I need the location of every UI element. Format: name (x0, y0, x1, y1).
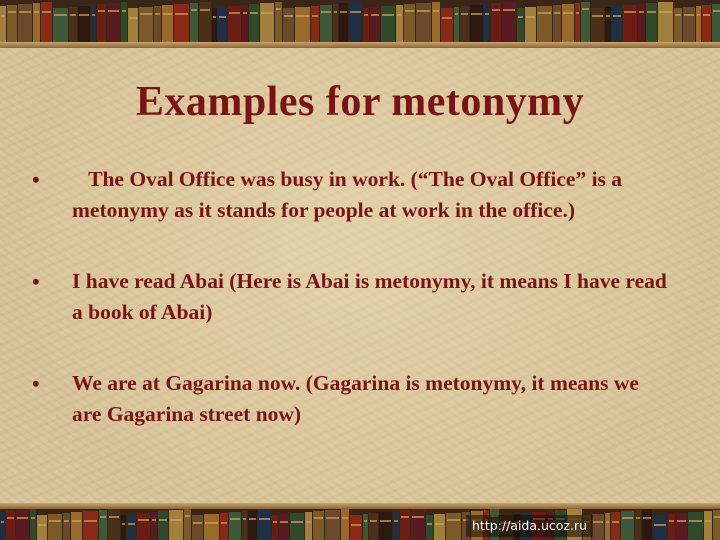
book-spine (369, 513, 378, 540)
book-spine (313, 511, 324, 540)
book-spine-band (185, 515, 190, 517)
slide-title: Examples for metonymy (135, 79, 585, 125)
book-spine-band (38, 524, 46, 526)
book-spine-band (705, 520, 711, 522)
book-spine-band (401, 516, 409, 518)
book-spine (295, 7, 310, 42)
book-spine-band (54, 14, 67, 16)
book-spine (127, 514, 136, 540)
book-spine-band (654, 524, 666, 526)
book-spine (591, 8, 604, 42)
book-spine (249, 4, 259, 42)
book-spine-band (397, 14, 402, 16)
book-spine (454, 7, 459, 42)
book-spine (108, 509, 120, 540)
book-spine-band (128, 523, 135, 525)
book-spine (174, 4, 189, 42)
book-spine (575, 3, 580, 42)
book-spine-band (538, 12, 551, 14)
bullet-text: We are at Gagarina now. (Gagarina is metonymy, it means we are Gagarina street now) (72, 371, 645, 426)
book-spine-band (122, 10, 126, 12)
book-spine-band (326, 517, 339, 519)
book-spine-band (306, 521, 311, 523)
book-spine (325, 510, 340, 540)
book-spine-band (200, 9, 210, 11)
book-spine-band (312, 15, 318, 17)
book-spine (621, 511, 634, 540)
book-spine (272, 515, 278, 540)
book-spine (658, 2, 673, 42)
book-spine (37, 515, 47, 540)
book-spine (290, 513, 304, 540)
book-spine (688, 512, 703, 540)
book-spine (218, 7, 227, 42)
book-spine-band (461, 13, 468, 15)
book-spine-band (433, 10, 439, 12)
book-spine-band (703, 14, 710, 16)
book-spine-band (351, 524, 361, 526)
book-spine (121, 2, 127, 42)
book-spine (553, 5, 561, 42)
book-spine-band (92, 14, 95, 16)
book-spine (48, 514, 62, 540)
bullet-item-gagarina (32, 368, 672, 430)
book-spine-band (280, 521, 288, 523)
book-spine (638, 4, 645, 42)
book-spine (517, 8, 524, 42)
bookshelf-border-bottom (0, 503, 720, 540)
book-spine-band (394, 520, 398, 522)
book-spine-band (276, 8, 281, 10)
book-spine-band (689, 520, 702, 522)
book-spine (260, 3, 274, 42)
book-spine (16, 510, 29, 540)
book-spine-band (371, 14, 379, 16)
book-spine-band (380, 520, 391, 522)
book-spine-band (518, 16, 523, 18)
book-spine (0, 6, 6, 42)
book-spine (311, 6, 319, 42)
bullet-item-oval-office (32, 164, 672, 226)
book-spine-band (7, 517, 14, 519)
book-spine (363, 514, 368, 540)
bullet-list (32, 164, 672, 430)
book-spine (484, 4, 490, 42)
book-spine (411, 509, 425, 540)
book-spine-band (593, 521, 603, 523)
book-spine-band (321, 11, 331, 13)
book-spine-band (713, 10, 720, 12)
bookshelf-border-top (0, 0, 720, 48)
book-spine-band (129, 17, 137, 19)
book-spine-band (140, 13, 152, 15)
book-spine-band (526, 16, 535, 18)
book-spine-band (72, 520, 81, 522)
book-spine-band (8, 11, 16, 13)
book-spine-band (334, 11, 337, 13)
book-spine-band (175, 13, 188, 15)
book-spine (199, 2, 211, 42)
book-spine (184, 509, 191, 540)
book-spine (83, 511, 98, 540)
book-spine (151, 512, 157, 540)
book-spine (537, 6, 552, 42)
book-spine-band (261, 12, 273, 14)
book-spine-band (159, 519, 167, 521)
book-spine-band (1, 15, 5, 17)
book-spine-band (647, 11, 656, 13)
book-spine-band (284, 15, 293, 17)
book-spine-band (340, 11, 347, 13)
book-spine-band (314, 517, 323, 519)
book-spine (396, 5, 403, 42)
book-spine (605, 7, 611, 42)
bookshelf-top-image (0, 0, 720, 48)
book-spine (192, 515, 203, 540)
book-spine (63, 513, 70, 540)
book-spine (668, 514, 675, 540)
book-spine (592, 514, 604, 540)
book-spine-band (447, 519, 460, 521)
book-spine (363, 8, 369, 42)
book-spine-band (191, 9, 197, 11)
book-spine-band (205, 522, 218, 524)
bullet-marker: • (32, 371, 40, 396)
shelf-edge-top (0, 42, 720, 48)
book-spine (713, 510, 720, 540)
book-spine-band (697, 14, 700, 16)
shelf-edge-bottom (0, 503, 720, 509)
book-spine (242, 5, 248, 42)
book-spine-band (412, 516, 424, 518)
book-spine (441, 8, 453, 42)
book-spine (71, 512, 82, 540)
bullet-marker: • (32, 269, 40, 294)
book-spine (612, 6, 622, 42)
book-spine-band (122, 523, 125, 525)
bullet-marker: • (32, 167, 40, 192)
book-spine-band (109, 516, 119, 518)
book-spine (404, 4, 415, 42)
book-spine (470, 5, 483, 42)
book-spine-band (100, 516, 106, 518)
book-spine (333, 4, 338, 42)
book-spine (121, 515, 126, 540)
book-spine (704, 511, 712, 540)
book-spine (212, 8, 217, 42)
book-spine-band (471, 13, 482, 15)
book-spine-band (229, 12, 240, 14)
book-spine-band (84, 520, 97, 522)
book-spine-band (442, 17, 452, 19)
book-spine (370, 7, 380, 42)
book-spine (220, 513, 228, 540)
book-spine (611, 512, 620, 540)
book-spine-band (152, 519, 156, 521)
book-spine (426, 515, 433, 540)
book-spine-band (98, 10, 105, 12)
book-spine-band (435, 523, 444, 525)
book-spine (283, 8, 294, 42)
book-spine (33, 3, 40, 42)
book-spine-band (70, 14, 76, 16)
book-spine (653, 515, 667, 540)
book-spine-band (576, 12, 579, 14)
book-spine-band (273, 521, 277, 523)
book-spine-band (342, 517, 348, 519)
book-spine-band (606, 521, 609, 523)
book-spine-band (1, 521, 4, 523)
book-spine-band (492, 9, 500, 11)
book-spine (258, 509, 271, 540)
book-spine (18, 4, 32, 42)
book-spine-band (669, 520, 674, 522)
book-spine (242, 511, 247, 540)
book-spine-band (243, 12, 247, 14)
book-spine-band (563, 12, 573, 14)
book-spine-band (639, 11, 644, 13)
book-spine-band (405, 10, 414, 12)
book-spine-band (34, 11, 39, 13)
book-spine (99, 510, 107, 540)
book-spine-band (170, 519, 182, 521)
book-spine (432, 2, 440, 42)
book-spine-band (250, 12, 258, 14)
book-spine-band (19, 11, 31, 13)
book-spine (7, 5, 17, 42)
book-spine-band (636, 517, 640, 519)
book-spine-band (659, 11, 672, 13)
book-spine (162, 5, 173, 42)
book-spine-band (582, 8, 589, 10)
book-spine (434, 514, 445, 540)
book-spine (696, 6, 701, 42)
book-spine (97, 4, 106, 42)
book-spine (393, 511, 399, 540)
book-spine (341, 509, 349, 540)
book-spine (279, 514, 289, 540)
book-spine-band (675, 14, 681, 16)
book-spine (6, 511, 15, 540)
book-spine (605, 513, 610, 540)
book-spine-band (350, 11, 361, 13)
book-spine-band (17, 517, 28, 519)
book-spine-band (503, 9, 515, 11)
book-spine (137, 513, 150, 540)
book-spine (379, 512, 392, 540)
book-spine (204, 514, 219, 540)
book-spine (446, 513, 461, 540)
book-spine-band (364, 14, 368, 16)
book-spine-band (296, 15, 309, 17)
book-spine-band (677, 520, 686, 522)
book-spine-band (219, 16, 226, 18)
book-spine-band (193, 522, 202, 524)
book-spine-band (221, 522, 227, 524)
book-spine (320, 5, 332, 42)
book-spine (139, 7, 153, 42)
source-url-watermark: http://aida.ucoz.ru (466, 515, 593, 537)
book-spine-band (42, 11, 51, 13)
book-spine-band (592, 15, 603, 17)
book-spine (349, 2, 362, 42)
book-spine-band (259, 518, 270, 520)
book-spine (674, 8, 682, 42)
book-spine (646, 3, 657, 42)
book-spine (642, 509, 652, 540)
book-spine (305, 512, 312, 540)
book-spine (128, 8, 138, 42)
book-spine-band (382, 14, 394, 16)
book-spine-band (455, 13, 458, 15)
book-spine (350, 515, 362, 540)
book-spine-band (622, 517, 633, 519)
book-spine (460, 6, 469, 42)
book-spine-band (554, 12, 560, 14)
bullet-text: I have read Abai (Here is Abai is metonymy, it means I have read a book of Abai) (72, 269, 673, 324)
book-spine-band (163, 13, 172, 15)
book-spine (158, 511, 168, 540)
book-spine (53, 8, 68, 42)
bullet-text: The Oval Office was busy in work. (“The Oval Office” is a metonymy as it stands for people at work in the office.) (72, 167, 628, 222)
book-spine-band (485, 13, 489, 15)
book-spine-band (155, 13, 160, 15)
book-spine (339, 3, 348, 42)
book-spine (248, 510, 257, 540)
book-spine-band (230, 518, 240, 520)
book-spine (69, 7, 77, 42)
book-spine (702, 5, 711, 42)
book-spine-band (427, 523, 432, 525)
book-spine-band (684, 14, 694, 16)
book-spine-band (417, 10, 430, 12)
book-spine (154, 6, 161, 42)
book-spine (228, 6, 241, 42)
book-spine (107, 3, 120, 42)
book-spine-band (364, 520, 367, 522)
book-spine (0, 512, 5, 540)
book-spine-band (31, 517, 35, 519)
book-spine (78, 6, 90, 42)
book-spine (635, 510, 641, 540)
book-spine-band (213, 16, 216, 18)
book-spine (229, 512, 241, 540)
book-spine (683, 7, 695, 42)
book-spine (562, 4, 574, 42)
book-spine-band (643, 517, 651, 519)
book-spine-band (291, 521, 303, 523)
book-spine-band (64, 520, 69, 522)
book-spine (169, 510, 183, 540)
book-spine (30, 509, 36, 540)
book-spine-band (370, 520, 377, 522)
book-spine (91, 5, 96, 42)
book-spine (400, 510, 410, 540)
book-spine (676, 513, 687, 540)
book-spine (190, 3, 198, 42)
book-spine-band (249, 518, 256, 520)
book-spine (491, 3, 501, 42)
book-spine (41, 2, 52, 42)
book-spine (525, 7, 536, 42)
book-spine-band (714, 516, 720, 518)
book-spine (712, 4, 720, 42)
book-spine (416, 3, 431, 42)
book-spine-band (612, 521, 619, 523)
book-spine-band (613, 15, 621, 17)
book-spine (381, 6, 395, 42)
book-spine (623, 5, 637, 42)
book-spine-band (79, 14, 89, 16)
book-spine (502, 2, 516, 42)
book-spine-band (138, 519, 149, 521)
bullet-item-abai (32, 266, 672, 328)
book-spine-band (606, 15, 610, 17)
book-spine-band (624, 11, 636, 13)
book-spine-band (243, 518, 246, 520)
book-spine-band (108, 10, 119, 12)
book-spine-band (49, 520, 61, 522)
